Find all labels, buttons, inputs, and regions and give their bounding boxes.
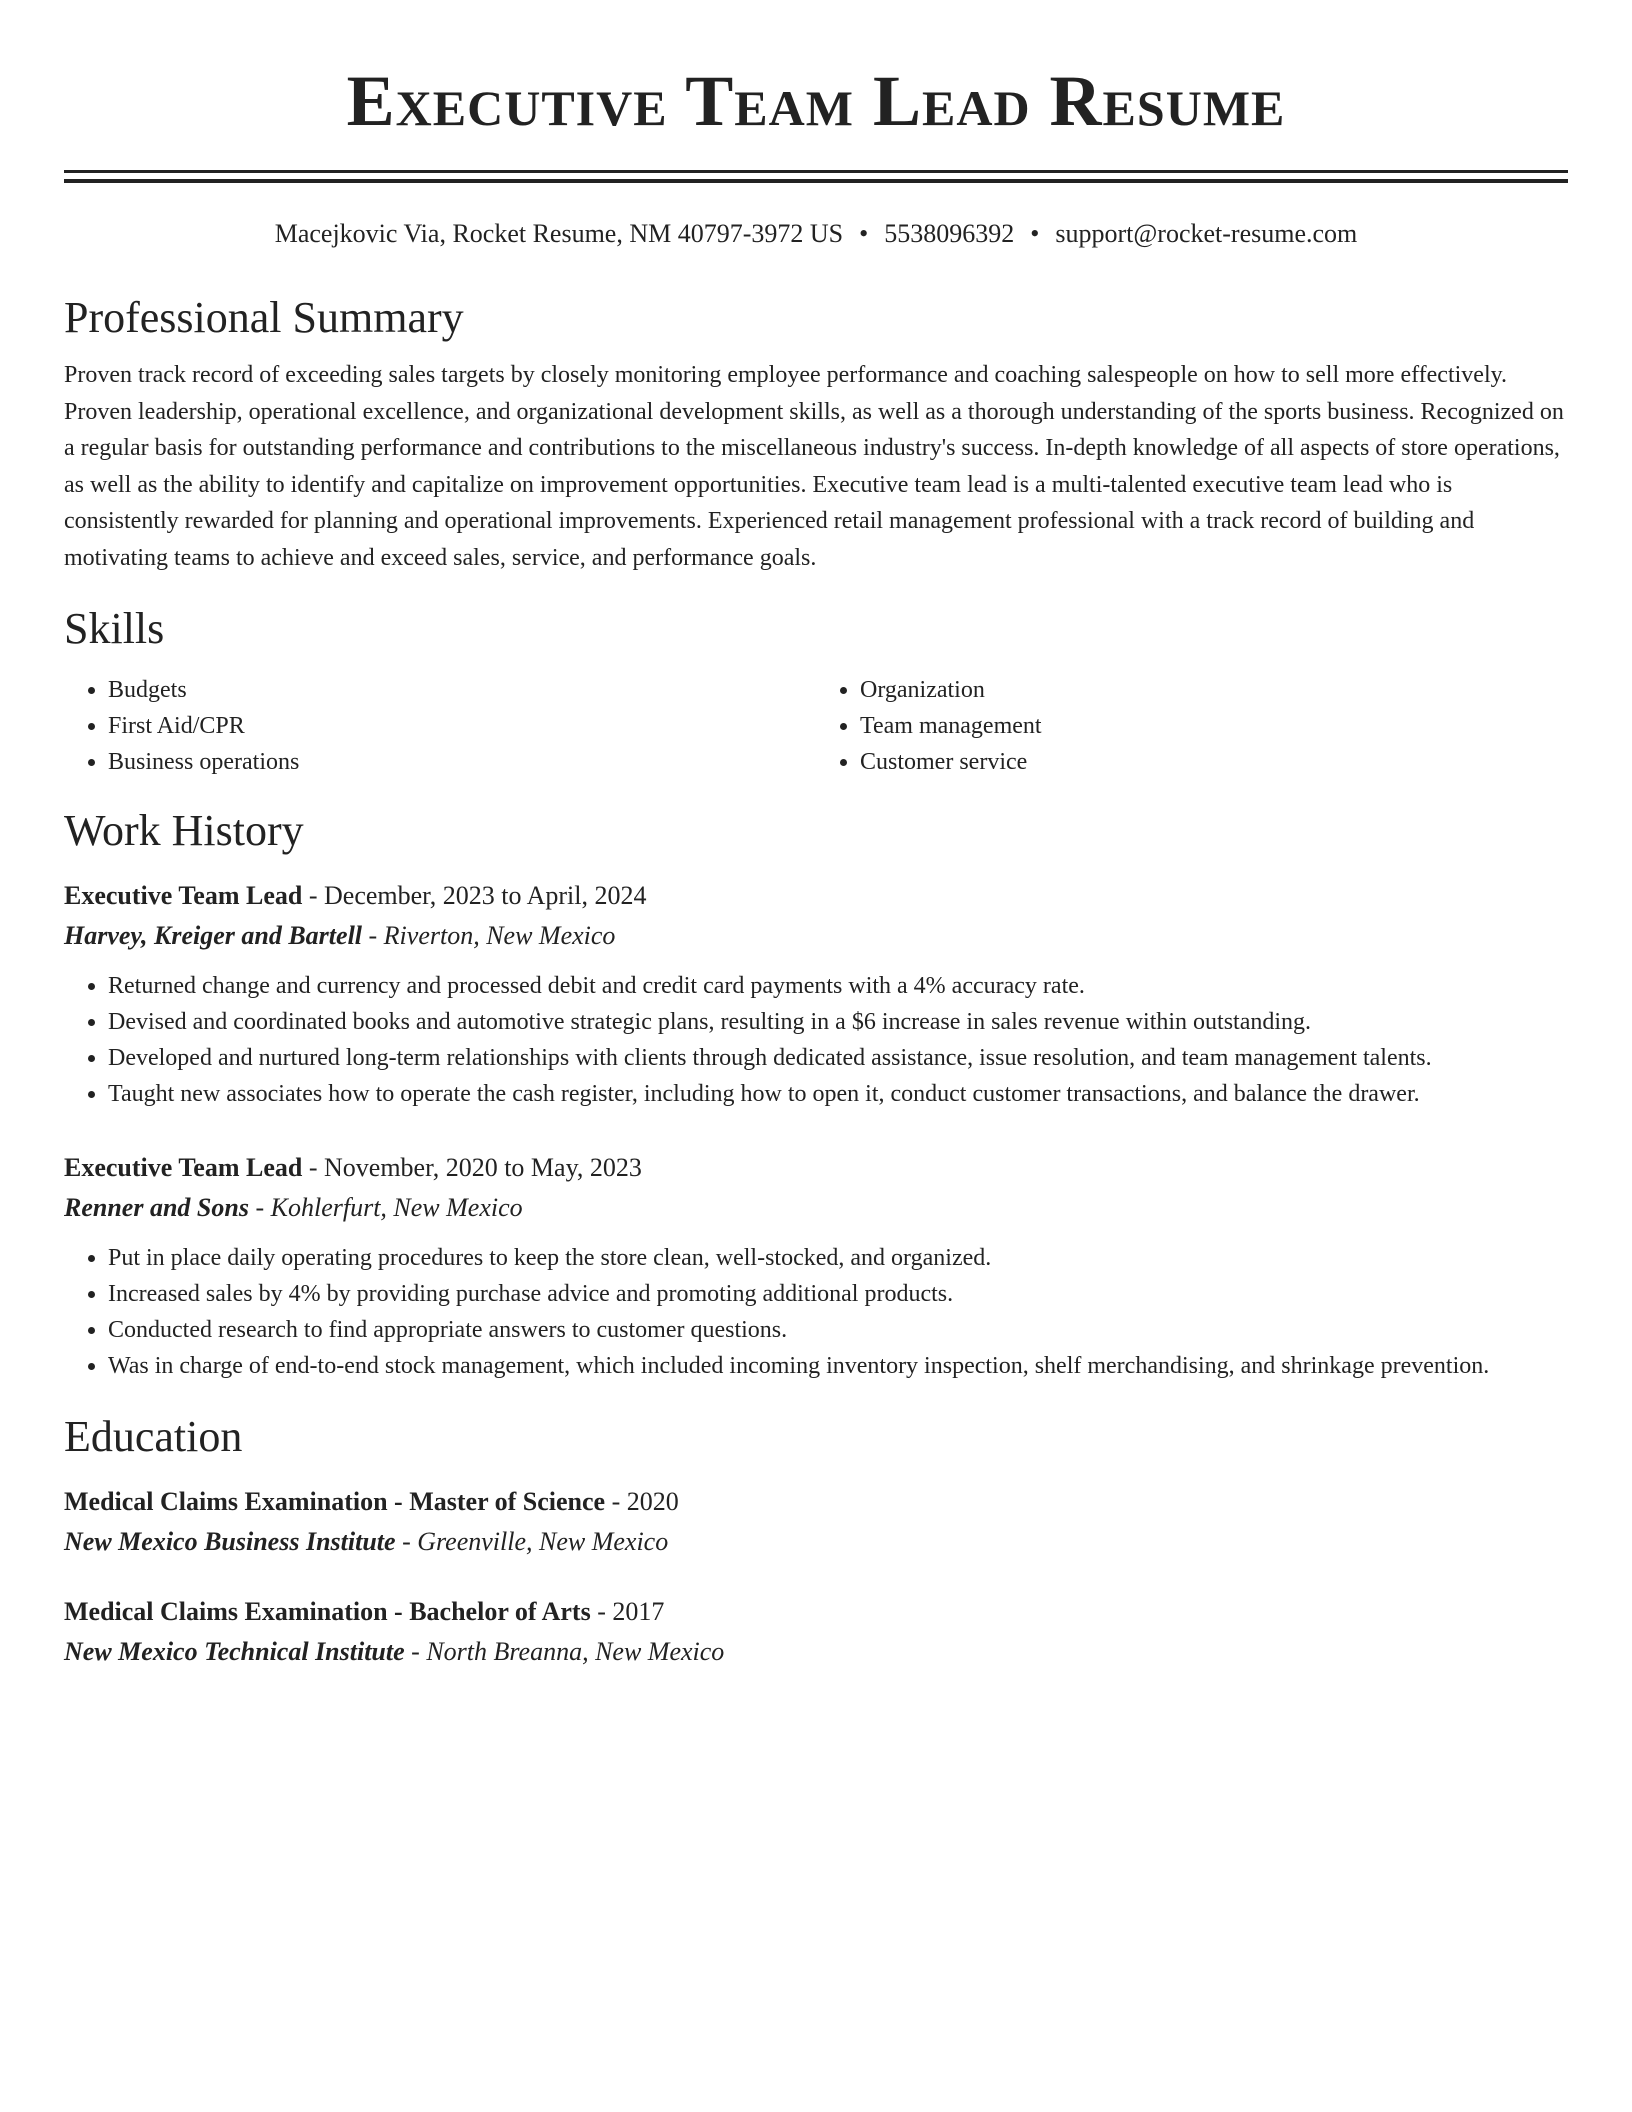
- job-bullet: • Developed and nurtured long-term relationships with clients through dedicated assistance, issue resolution, and team management talents.: [108, 1040, 1568, 1076]
- education-school-line: [64, 1522, 1568, 1562]
- job-title-line: [64, 876, 1568, 916]
- job-bullet: • Put in place daily operating procedures to keep the store clean, well-stocked, and organized.: [108, 1240, 1568, 1276]
- contact-phone: 5538096392: [884, 219, 1015, 248]
- summary-text: Proven track record of exceeding sales targets by closely monitoring employee performance and coaching salespeople on how to sell more effectively. Proven leadership, operational excellence, and organizational development skills, as well as a thorough understanding of the sports business. Recognized on a regular basis for outstanding performance and contributions to the miscellaneous industry's success. In-depth knowledge of all aspects of store operations, as well as the ability to identify and capitalize on improvement opportunities. Executive team lead is a multi-talented executive team lead who is consistently rewarded for planning and operational improvements. Experienced retail management professional with a track record of building and motivating teams to achieve and exceed sales, service, and performance goals.: [64, 362, 1564, 571]
- skill-item: • Business operations: [108, 744, 816, 780]
- job-title: Executive Team Lead: [64, 1153, 303, 1182]
- job-title: Executive Team Lead: [64, 881, 303, 910]
- job-entry: [64, 876, 1568, 1112]
- job-title-line: [64, 1148, 1568, 1188]
- education-entry: [64, 1592, 1568, 1672]
- work-history-heading: Work History: [64, 806, 304, 855]
- education-school: New Mexico Technical Institute: [64, 1637, 405, 1666]
- job-bullet: • Taught new associates how to operate the cash register, including how to open it, conduct customer transactions, and balance the drawer.: [108, 1076, 1568, 1112]
- education-entry: [64, 1482, 1568, 1562]
- skill-item: • First Aid/CPR: [108, 708, 816, 744]
- contact-address: Macejkovic Via, Rocket Resume, NM 40797-3972 US: [274, 219, 844, 248]
- job-location: - Kohlerfurt, New Mexico: [248, 1193, 523, 1222]
- job-dates: - November, 2020 to May, 2023: [302, 1153, 642, 1182]
- skills-heading: Skills: [64, 604, 165, 653]
- title-rule-bottom: [64, 179, 1568, 183]
- resume-title: Executive Team Lead Resume: [346, 61, 1286, 141]
- job-company: Harvey, Kreiger and Bartell: [64, 921, 363, 950]
- job-bullet: • Devised and coordinated books and automotive strategic plans, resulting in a $6 increase in sales revenue within outstanding.: [108, 1004, 1568, 1040]
- education-heading: Education: [64, 1412, 243, 1461]
- job-company-line: [64, 1188, 1568, 1228]
- education-location: - North Breanna, New Mexico: [404, 1637, 725, 1666]
- job-entry: [64, 1148, 1568, 1384]
- education-degree-line: [64, 1482, 1568, 1522]
- education-location: - Greenville, New Mexico: [395, 1527, 669, 1556]
- contact-line: [64, 217, 1568, 251]
- contact-separator: •: [1030, 219, 1040, 248]
- education-degree: Medical Claims Examination - Master of Science: [64, 1487, 606, 1516]
- skills-column-right: [816, 672, 1568, 780]
- skill-item: • Team management: [860, 708, 1568, 744]
- skill-item: • Customer service: [860, 744, 1568, 780]
- education-year: - 2020: [605, 1487, 679, 1516]
- contact-separator: •: [859, 219, 869, 248]
- job-bullet: • Was in charge of end-to-end stock management, which included incoming inventory inspection, shelf merchandising, and shrinkage prevention.: [108, 1348, 1568, 1384]
- job-location: - Riverton, New Mexico: [362, 921, 616, 950]
- education-degree-line: [64, 1592, 1568, 1632]
- job-dates: - December, 2023 to April, 2024: [302, 881, 647, 910]
- education-degree: Medical Claims Examination - Bachelor of Arts: [64, 1597, 591, 1626]
- skills-column-left: [64, 672, 816, 780]
- education-school-line: [64, 1632, 1568, 1672]
- contact-email: support@rocket-resume.com: [1055, 219, 1358, 248]
- job-bullets: [64, 1240, 1568, 1384]
- job-bullet: • Conducted research to find appropriate answers to customer questions.: [108, 1312, 1568, 1348]
- skill-item: • Budgets: [108, 672, 816, 708]
- education-school: New Mexico Business Institute: [64, 1527, 396, 1556]
- job-bullet: • Increased sales by 4% by providing purchase advice and promoting additional products.: [108, 1276, 1568, 1312]
- job-bullets: [64, 968, 1568, 1112]
- job-bullet: • Returned change and currency and processed debit and credit card payments with a 4% accuracy rate.: [108, 968, 1568, 1004]
- skill-item: • Organization: [860, 672, 1568, 708]
- skills-list: [64, 672, 1568, 780]
- title-rule-top: [64, 170, 1568, 173]
- education-year: - 2017: [590, 1597, 665, 1626]
- job-company-line: [64, 916, 1568, 956]
- summary-heading: Professional Summary: [64, 293, 464, 342]
- job-company: Renner and Sons: [64, 1193, 249, 1222]
